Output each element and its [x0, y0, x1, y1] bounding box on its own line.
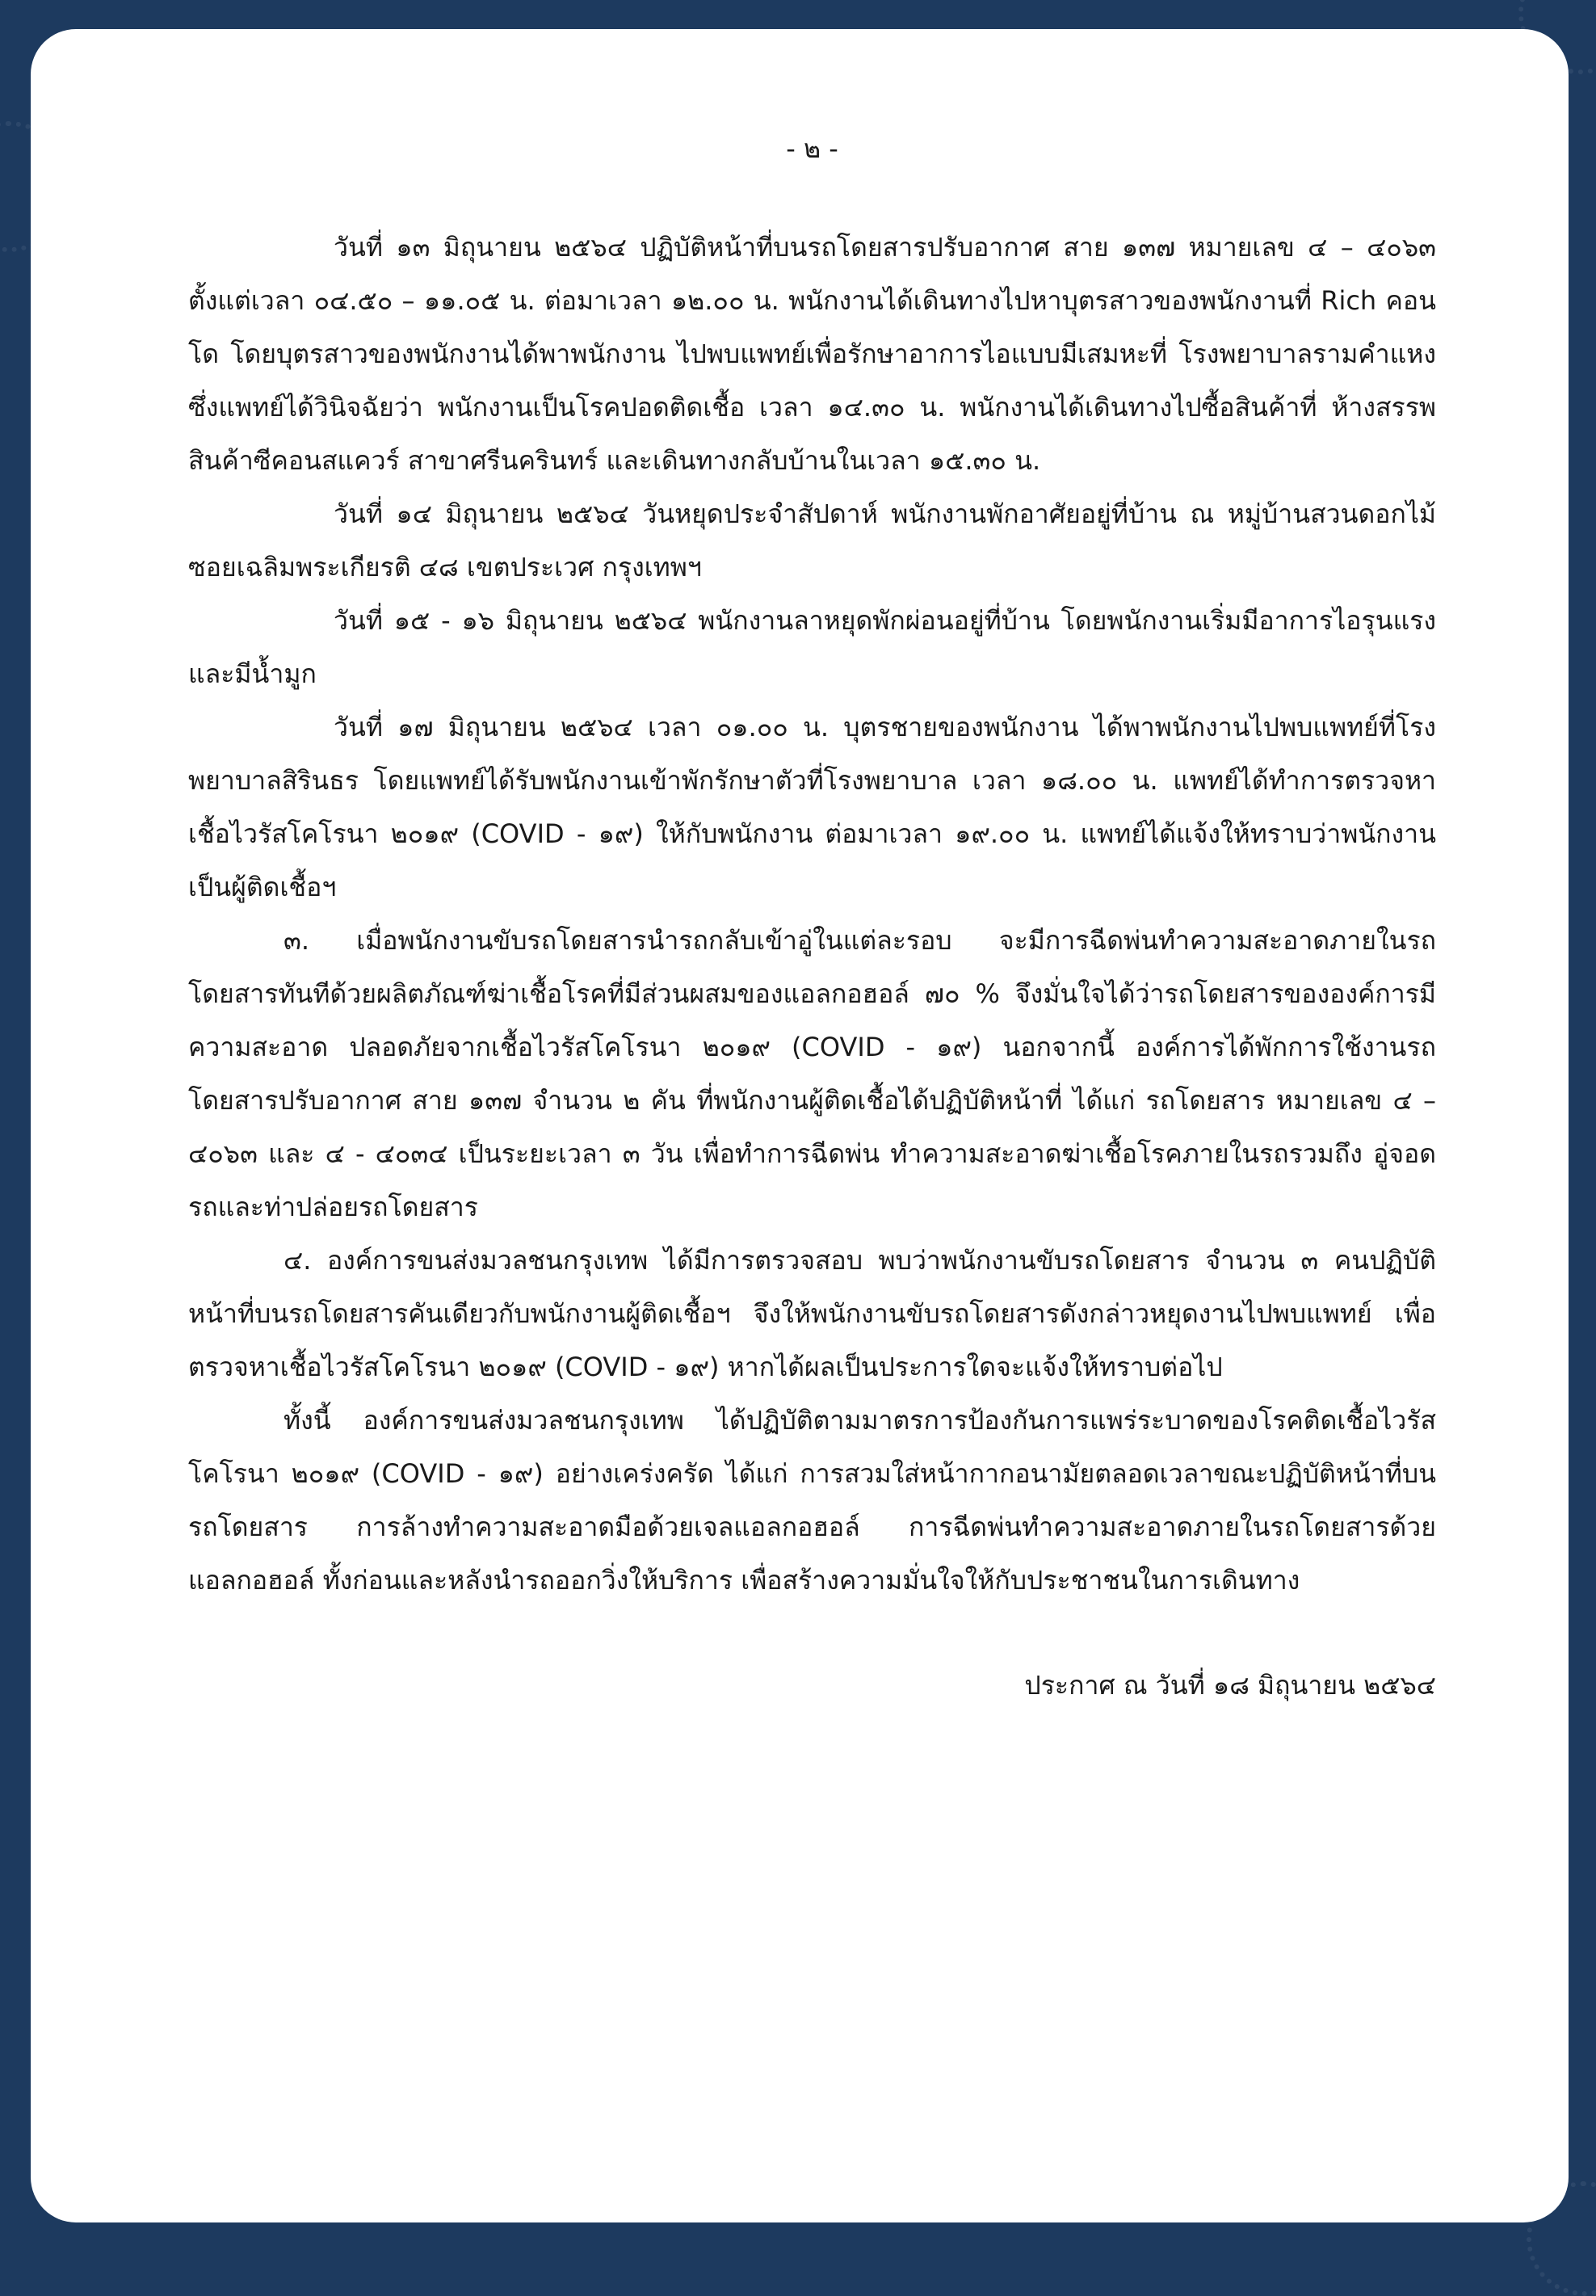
paragraph-item-4: ๔. องค์การขนส่งมวลชนกรุงเทพ ได้มีการตรวจสอบ พบว่าพนักงานขับรถโดยสาร จำนวน ๓ คนปฏิบัติหน้าที่บนรถโดยสารคันเดียวกับพนักงานผู้ติดเชื้อฯ จึงให้พนักงานขับรถโดยสารดังกล่าวหยุดงานไปพบแพทย์ เพื่อตรวจหาเชื้อไวรัสโคโรนา ๒๐๑๙ (COVID - ๑๙) หากได้ผลเป็นประการใดจะแจ้งให้ทราบต่อไป: [188, 1245, 1436, 1382]
document-content: [188, 122, 1436, 1712]
paragraph-june-13: วันที่ ๑๓ มิถุนายน ๒๕๖๔ ปฏิบัติหน้าที่บนรถโดยสารปรับอากาศ สาย ๑๓๗ หมายเลข ๔ – ๔๐๖๓ ตั้งแต่เวลา ๐๔.๕๐ – ๑๑.๐๕ น. ต่อมาเวลา ๑๒.๐๐ น. พนักงานได้เดินทางไปหาบุตรสาวของพนักงานที่ Rich คอนโด โดยบุตรสาวของพนักงานได้พาพนักงาน ไปพบแพทย์เพื่อรักษาอาการไอแบบมีเสมหะที่ โรงพยาบาลรามคำแหง ซึ่งแพทย์ได้วินิจฉัยว่า พนักงานเป็นโรคปอดติดเชื้อ เวลา ๑๔.๓๐ น. พนักงานได้เดินทางไปซื้อสินค้าที่ ห้างสรรพสินค้าซีคอนสแควร์ สาขาศรีนครินทร์ และเดินทางกลับบ้านในเวลา ๑๕.๓๐ น.: [188, 232, 1437, 476]
paragraph-june-14: วันที่ ๑๔ มิถุนายน ๒๕๖๔ วันหยุดประจำสัปดาห์ พนักงานพักอาศัยอยู่ที่บ้าน ณ หมู่บ้านสวนดอกไม้ ซอยเฉลิมพระเกียรติ ๔๘ เขตประเวศ กรุงเทพฯ: [188, 498, 1436, 582]
page-number: - ๒ -: [786, 133, 838, 164]
document-page: [31, 29, 1569, 2222]
paragraph-june-15-16: วันที่ ๑๕ - ๑๖ มิถุนายน ๒๕๖๔ พนักงานลาหยุดพักผ่อนอยู่ที่บ้าน โดยพนักงานเริ่มมีอาการไอรุนแรง และมีน้ำมูก: [188, 605, 1436, 689]
paragraph-closing: ทั้งนี้ องค์การขนส่งมวลชนกรุงเทพ ได้ปฏิบัติตามมาตรการป้องกันการแพร่ระบาดของโรคติดเชื้อไวรัสโคโรนา ๒๐๑๙ (COVID - ๑๙) อย่างเคร่งครัด ได้แก่ การสวมใส่หน้ากากอนามัยตลอดเวลาขณะปฏิบัติหน้าที่บนรถโดยสาร การล้างทำความสะอาดมือด้วยเจลแอลกอฮอล์ การฉีดพ่นทำความสะอาดภายในรถโดยสารด้วยแอลกอฮอล์ ทั้งก่อนและหลังนำรถออกวิ่งให้บริการ เพื่อสร้างความมั่นใจให้กับประชาชนในการเดินทาง: [188, 1405, 1436, 1596]
paragraph-june-17: วันที่ ๑๗ มิถุนายน ๒๕๖๔ เวลา ๐๑.๐๐ น. บุตรชายของพนักงาน ได้พาพนักงานไปพบแพทย์ที่โรงพยาบาลสิรินธร โดยแพทย์ได้รับพนักงานเข้าพักรักษาตัวที่โรงพยาบาล เวลา ๑๘.๐๐ น. แพทย์ได้ทำการตรวจหาเชื้อไวรัสโคโรนา ๒๐๑๙ (COVID - ๑๙) ให้กับพนักงาน ต่อมาเวลา ๑๙.๐๐ น. แพทย์ได้แจ้งให้ทราบว่าพนักงานเป็นผู้ติดเชื้อฯ: [188, 712, 1437, 902]
paragraph-item-3: ๓. เมื่อพนักงานขับรถโดยสารนำรถกลับเข้าอู่ในแต่ละรอบ จะมีการฉีดพ่นทำความสะอาดภายในรถโดยสารทันทีด้วยผลิตภัณฑ์ฆ่าเชื้อโรคที่มีส่วนผสมของแอลกอฮอล์ ๗๐ % จึงมั่นใจได้ว่ารถโดยสารขององค์การมีความสะอาด ปลอดภัยจากเชื้อไวรัสโคโรนา ๒๐๑๙ (COVID - ๑๙) นอกจากนี้ องค์การได้พักการใช้งานรถโดยสารปรับอากาศ สาย ๑๓๗ จำนวน ๒ คัน ที่พนักงานผู้ติดเชื้อได้ปฏิบัติหน้าที่ ได้แก่ รถโดยสาร หมายเลข ๔ – ๔๐๖๓ และ ๔ - ๔๐๓๔ เป็นระยะเวลา ๓ วัน เพื่อทำการฉีดพ่น ทำความสะอาดฆ่าเชื้อโรคภายในรถรวมถึง อู่จอดรถและท่าปล่อยรถโดยสาร: [188, 925, 1437, 1222]
announcement-date: ประกาศ ณ วันที่ ๑๘ มิถุนายน ๒๕๖๔: [1024, 1670, 1436, 1701]
